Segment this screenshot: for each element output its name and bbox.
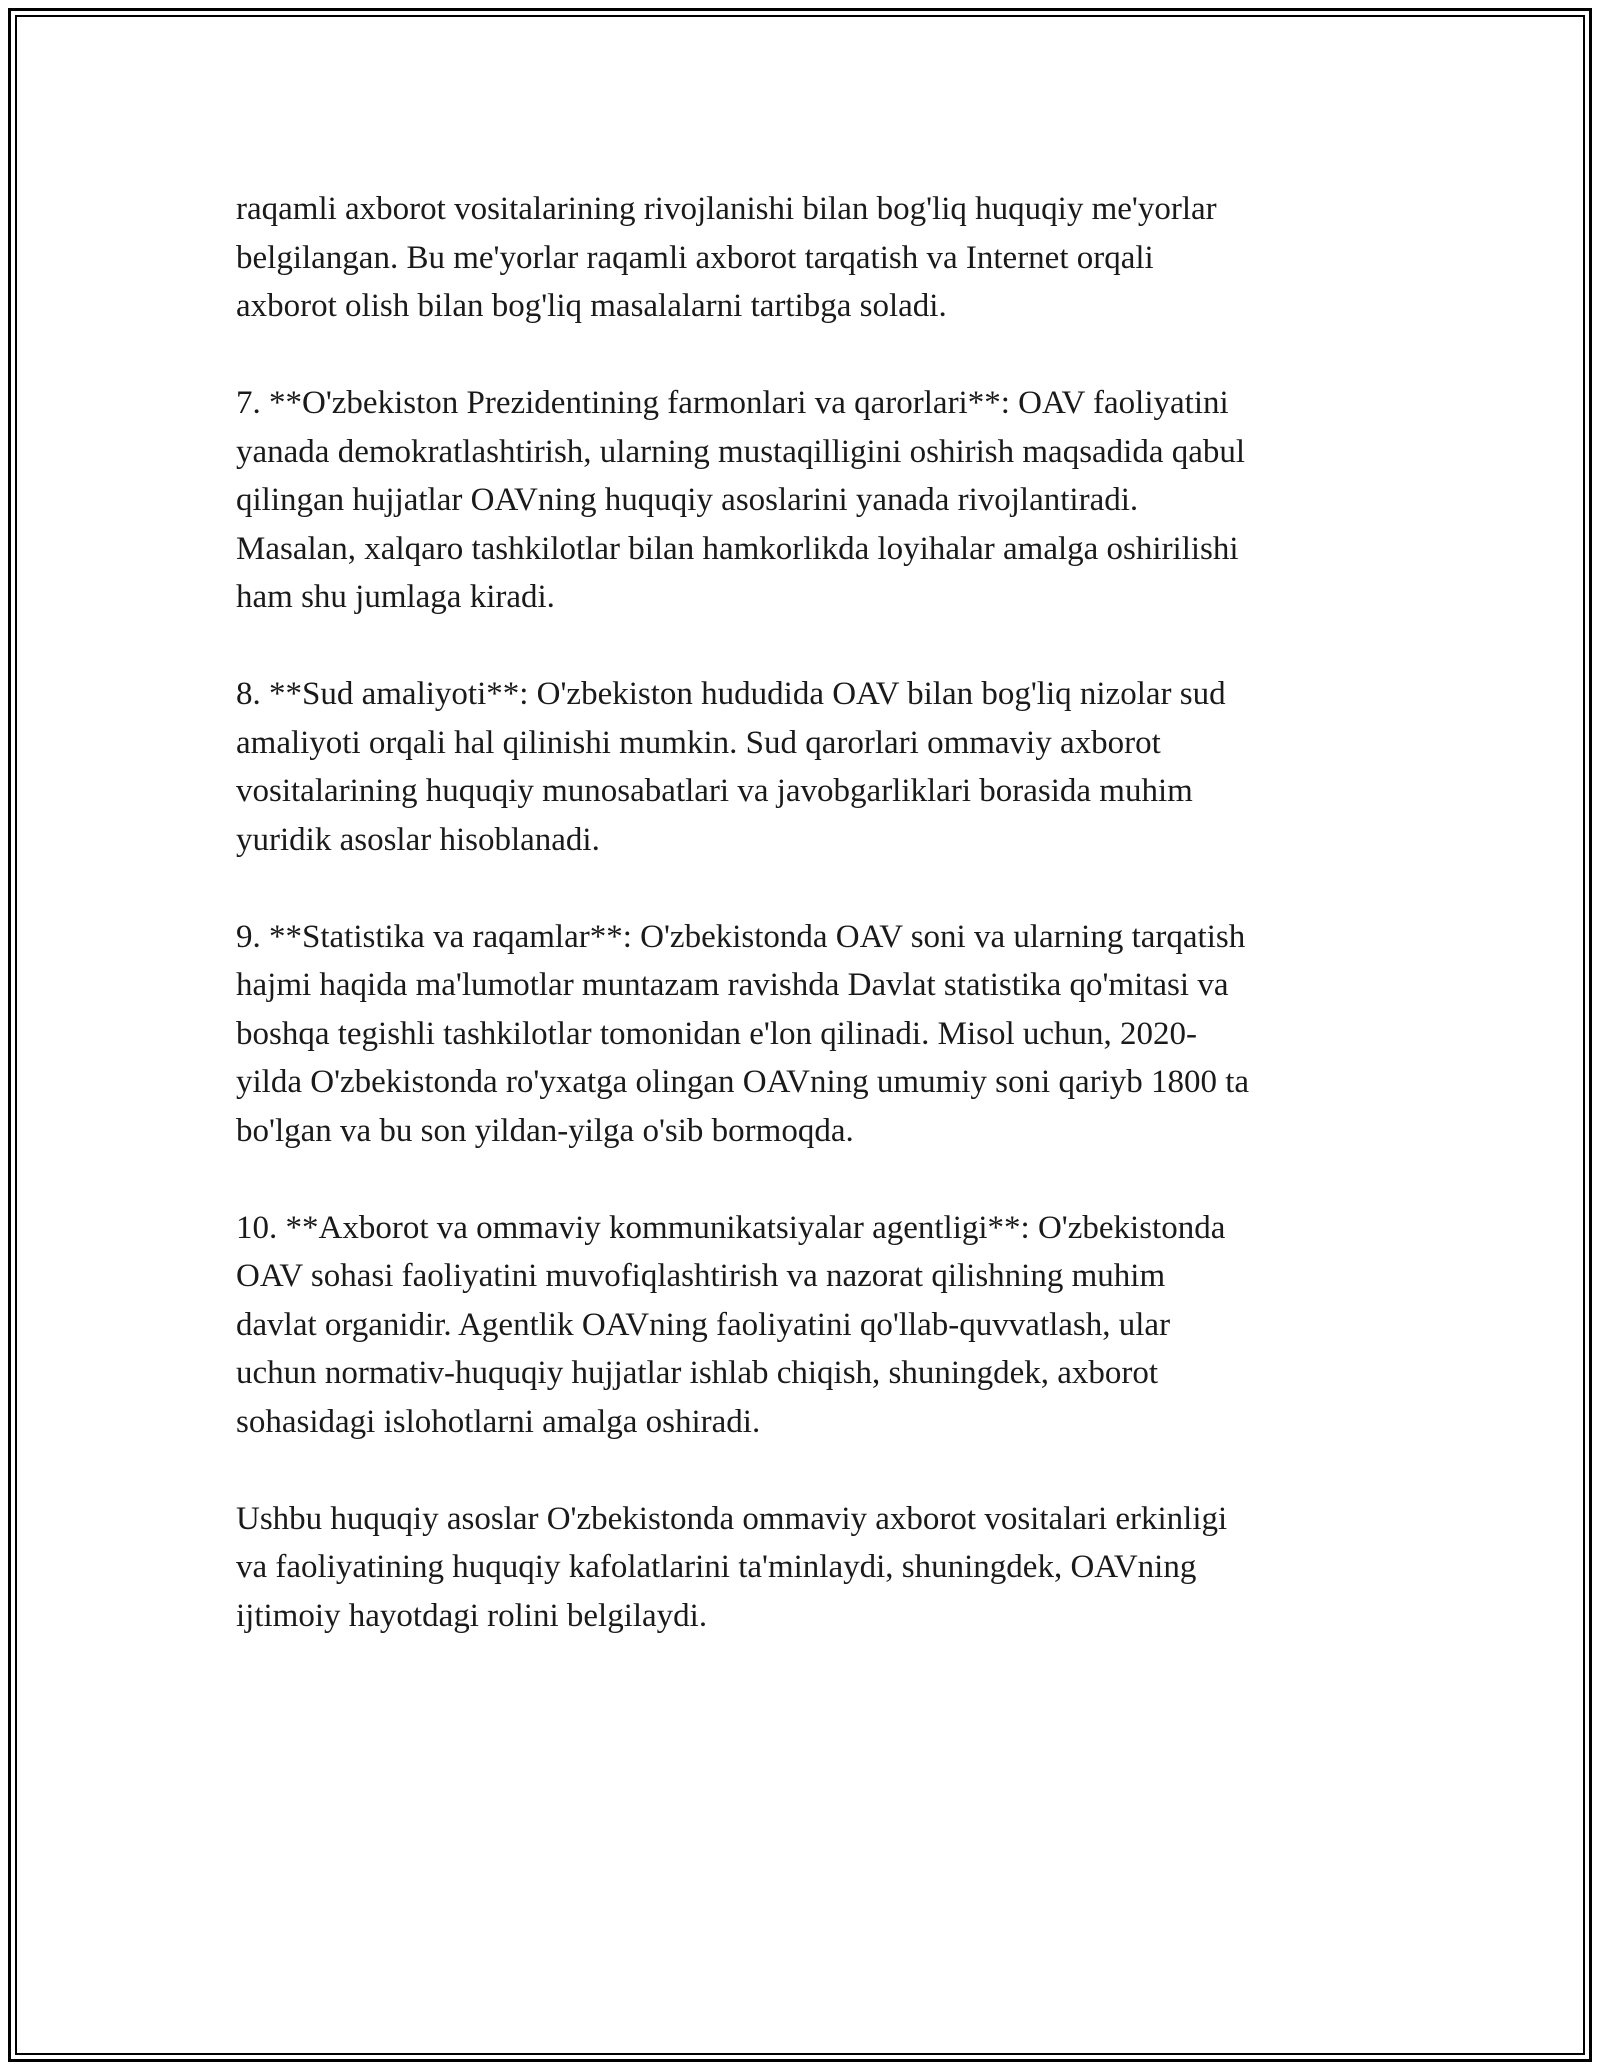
paragraph-item-10-agency: 10. **Axborot va ommaviy kommunikatsiyalar agentligi**: O'zbekistonda OAV sohasi faoliyatini muvofiqlashtirish va nazorat qilishning muhim davlat organidir. Agentlik OAVning faoliyatini qo'llab-quvvatlash, ular uchun normativ-huquqiy hujjatlar ishlab chiqish, shuningdek, axborot sohasidagi islohotlarni amalga oshiradi. bbox=[236, 1209, 1226, 1440]
document-body bbox=[236, 185, 1386, 1689]
paragraph-item-8-court-practice: 8. **Sud amaliyoti**: O'zbekiston hududida OAV bilan bog'liq nizolar sud amaliyoti orqali hal qilinishi mumkin. Sud qarorlari ommaviy axborot vositalarining huquqiy munosabatlari va javobgarliklari borasida muhim yuridik asoslar hisoblanadi. bbox=[236, 676, 1226, 858]
paragraph-continuation: raqamli axborot vositalarining rivojlanishi bilan bog'liq huquqiy me'yorlar belgilangan. Bu me'yorlar raqamli axborot tarqatish va Internet orqali axborot olish bilan bog'liq masalalarni tartibga soladi. bbox=[236, 191, 1217, 324]
paragraph-item-9-statistics: 9. **Statistika va raqamlar**: O'zbekistonda OAV soni va ularning tarqatish hajmi haqida ma'lumotlar muntazam ravishda Davlat statistika qo'mitasi va boshqa tegishli tashkilotlar tomonidan e'lon qilinadi. Misol uchun, 2020- yilda O'zbekistonda ro'yxatga olingan OAVning umumiy soni qariyb 1800 ta bo'lgan va bu son yildan-yilga o'sib bormoqda. bbox=[236, 918, 1250, 1149]
paragraph-conclusion: Ushbu huquqiy asoslar O'zbekistonda ommaviy axborot vositalari erkinligi va faoliyatining huquqiy kafolatlarini ta'minlaydi, shuningdek, OAVning ijtimoiy hayotdagi rolini belgilaydi. bbox=[236, 1500, 1228, 1634]
paragraph-item-7-presidential-decrees: 7. **O'zbekiston Prezidentining farmonlari va qarorlari**: OAV faoliyatini yanada demokratlashtirish, ularning mustaqilligini oshirish maqsadida qabul qilingan hujjatlar OAVning huquqiy asoslarini yanada rivojlantiradi. Masalan, xalqaro tashkilotlar bilan hamkorlikda loyihalar amalga oshirilishi ham shu jumlaga kiradi. bbox=[236, 385, 1246, 615]
